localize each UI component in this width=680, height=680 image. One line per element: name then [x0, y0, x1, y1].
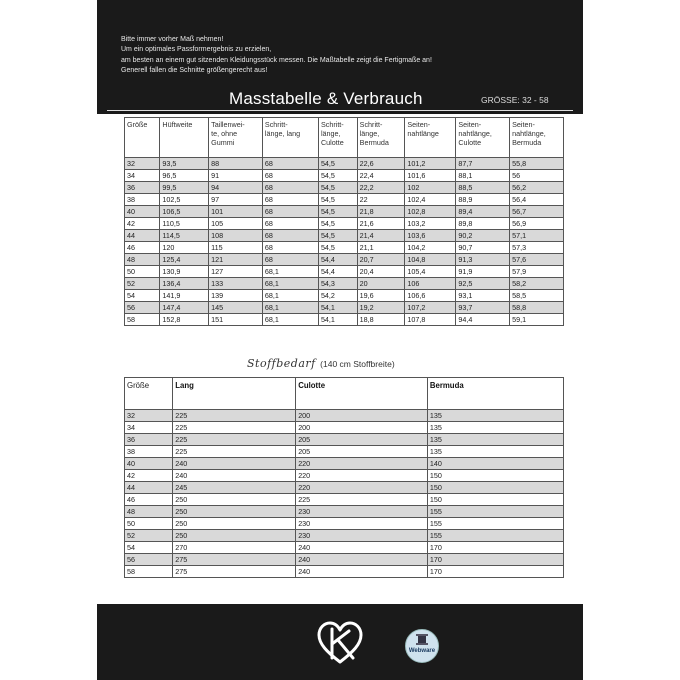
table-cell: 19,2: [357, 302, 405, 314]
table-cell: 170: [427, 542, 563, 554]
table-cell: 48: [125, 506, 173, 518]
table-cell: 68,1: [262, 278, 318, 290]
table-cell: 101,2: [405, 158, 456, 170]
table-cell: 58,8: [510, 302, 564, 314]
table-cell: 68: [262, 170, 318, 182]
table-cell: 20,4: [357, 266, 405, 278]
table-cell: 102,5: [160, 194, 209, 206]
table-row: [125, 530, 564, 542]
table-cell: 68,1: [262, 302, 318, 314]
table-row: [125, 506, 564, 518]
table-cell: 101: [209, 206, 263, 218]
table-cell: 21,1: [357, 242, 405, 254]
column-header: [456, 118, 510, 158]
table-row: [125, 230, 564, 242]
measurement-table: [124, 117, 564, 326]
table-cell: 97: [209, 194, 263, 206]
column-header-line: Seiten-: [407, 120, 431, 129]
heart-k-logo-icon: [315, 618, 365, 668]
table-cell: 56: [125, 302, 160, 314]
table-cell: 56,4: [510, 194, 564, 206]
column-header: Größe: [125, 378, 173, 410]
fabric-table-header: [125, 378, 564, 410]
table-cell: 140: [427, 458, 563, 470]
table-cell: 54,4: [318, 254, 357, 266]
table-cell: 68: [262, 254, 318, 266]
table-cell: 240: [173, 458, 296, 470]
table-cell: 230: [296, 518, 428, 530]
table-cell: 170: [427, 554, 563, 566]
table-cell: 141,9: [160, 290, 209, 302]
table-cell: 205: [296, 446, 428, 458]
column-header: [357, 118, 405, 158]
table-cell: 99,5: [160, 182, 209, 194]
table-row: [125, 242, 564, 254]
table-cell: 93,7: [456, 302, 510, 314]
table-cell: 68: [262, 242, 318, 254]
table-cell: 275: [173, 566, 296, 578]
column-header-line: nahtlänge: [407, 129, 439, 138]
table-cell: 270: [173, 542, 296, 554]
table-cell: 54: [125, 542, 173, 554]
table-cell: 32: [125, 158, 160, 170]
table-cell: 225: [173, 422, 296, 434]
table-cell: 220: [296, 470, 428, 482]
table-cell: 94,4: [456, 314, 510, 326]
note-line: Bitte immer vorher Maß nehmen!: [121, 36, 224, 43]
table-row: [125, 158, 564, 170]
column-header: [318, 118, 357, 158]
table-cell: 150: [427, 494, 563, 506]
table-cell: 54,5: [318, 242, 357, 254]
column-header-line: Culotte: [458, 138, 482, 147]
table-row: [125, 482, 564, 494]
table-row: [125, 458, 564, 470]
table-cell: 36: [125, 434, 173, 446]
table-row: [125, 218, 564, 230]
table-cell: 54,1: [318, 302, 357, 314]
table-cell: 102,4: [405, 194, 456, 206]
table-cell: 275: [173, 554, 296, 566]
table-cell: 54,1: [318, 314, 357, 326]
table-cell: 54,5: [318, 206, 357, 218]
table-cell: 103,2: [405, 218, 456, 230]
table-cell: 220: [296, 482, 428, 494]
table-cell: 54,5: [318, 230, 357, 242]
table-cell: 57,9: [510, 266, 564, 278]
table-cell: 56,9: [510, 218, 564, 230]
table-cell: 205: [296, 434, 428, 446]
table-cell: 22,4: [357, 170, 405, 182]
table-cell: 106: [405, 278, 456, 290]
table-cell: 68: [262, 194, 318, 206]
column-header-line: Seiten-: [458, 120, 482, 129]
table-cell: 114,5: [160, 230, 209, 242]
table-cell: 125,4: [160, 254, 209, 266]
table-cell: 58,5: [510, 290, 564, 302]
table-cell: 34: [125, 422, 173, 434]
table-cell: 135: [427, 434, 563, 446]
table-cell: 50: [125, 266, 160, 278]
fabric-subtitle: (140 cm Stoffbreite): [320, 359, 395, 369]
column-header-line: Seiten-: [512, 120, 535, 129]
table-cell: 52: [125, 530, 173, 542]
column-header-line: nahtlänge,: [458, 129, 492, 138]
table-cell: 46: [125, 242, 160, 254]
table-cell: 88,5: [456, 182, 510, 194]
table-row: [125, 542, 564, 554]
table-cell: 105,4: [405, 266, 456, 278]
table-row: [125, 194, 564, 206]
table-cell: 55,8: [510, 158, 564, 170]
table-cell: 230: [296, 506, 428, 518]
table-cell: 89,4: [456, 206, 510, 218]
table-cell: 200: [296, 422, 428, 434]
table-cell: 22,6: [357, 158, 405, 170]
table-cell: 46: [125, 494, 173, 506]
table-cell: 108: [209, 230, 263, 242]
table-cell: 34: [125, 170, 160, 182]
table-cell: 21,8: [357, 206, 405, 218]
table-cell: 150: [427, 482, 563, 494]
table-cell: 91,9: [456, 266, 510, 278]
table-cell: 250: [173, 506, 296, 518]
table-cell: 56: [510, 170, 564, 182]
table-cell: 87,7: [456, 158, 510, 170]
footer-band: [97, 604, 583, 680]
table-cell: 88,1: [456, 170, 510, 182]
table-cell: 89,8: [456, 218, 510, 230]
column-header: [262, 118, 318, 158]
table-cell: 68,1: [262, 314, 318, 326]
table-cell: 21,6: [357, 218, 405, 230]
column-header-line: Größe: [127, 120, 148, 129]
table-cell: 58,2: [510, 278, 564, 290]
table-cell: 68: [262, 158, 318, 170]
table-cell: 104,8: [405, 254, 456, 266]
table-row: [125, 254, 564, 266]
table-row: [125, 470, 564, 482]
fabric-table: [124, 377, 564, 578]
table-row: [125, 566, 564, 578]
table-cell: 20,7: [357, 254, 405, 266]
table-cell: 250: [173, 530, 296, 542]
table-cell: 106,6: [405, 290, 456, 302]
column-header-line: Bermuda: [359, 138, 389, 147]
column-header-line: Gummi: [211, 138, 235, 147]
table-cell: 58: [125, 314, 160, 326]
spool-icon: [406, 630, 438, 648]
table-cell: 240: [296, 554, 428, 566]
table-cell: 92,5: [456, 278, 510, 290]
table-cell: 22: [357, 194, 405, 206]
table-cell: 245: [173, 482, 296, 494]
title-divider: [107, 110, 573, 111]
table-cell: 91,3: [456, 254, 510, 266]
table-cell: 57,1: [510, 230, 564, 242]
table-cell: 42: [125, 470, 173, 482]
column-header-line: länge,: [320, 129, 341, 138]
table-cell: 150: [427, 470, 563, 482]
column-header: [125, 118, 160, 158]
table-row: [125, 554, 564, 566]
table-cell: 68,1: [262, 290, 318, 302]
column-header-line: Schritt-: [264, 120, 288, 129]
table-cell: 102: [405, 182, 456, 194]
table-cell: 135: [427, 446, 563, 458]
header-band: [97, 0, 583, 114]
table-cell: 54,5: [318, 170, 357, 182]
column-header: Culotte: [296, 378, 428, 410]
table-cell: 96,5: [160, 170, 209, 182]
table-cell: 56,7: [510, 206, 564, 218]
table-row: [125, 446, 564, 458]
note-line: am besten an einem gut sitzenden Kleidungsstück messen. Die Maßtabelle zeigt die Fertigmaße an!: [121, 56, 432, 64]
table-cell: 57,6: [510, 254, 564, 266]
table-cell: 101,6: [405, 170, 456, 182]
column-header-line: Taillenwei-: [211, 120, 245, 129]
table-cell: 250: [173, 494, 296, 506]
table-cell: 59,1: [510, 314, 564, 326]
table-cell: 54,5: [318, 158, 357, 170]
table-cell: 200: [296, 410, 428, 422]
table-cell: 40: [125, 458, 173, 470]
table-cell: 58: [125, 566, 173, 578]
table-cell: 220: [296, 458, 428, 470]
table-cell: 19,6: [357, 290, 405, 302]
page-title: Masstabelle & Verbrauch: [229, 89, 423, 108]
fabric-script-title: Stoffbedarf: [247, 357, 316, 370]
table-cell: 68: [262, 230, 318, 242]
table-row: [125, 278, 564, 290]
table-cell: 68: [262, 182, 318, 194]
column-header-line: Schritt-: [359, 120, 383, 129]
table-cell: 103,6: [405, 230, 456, 242]
table-row: [125, 422, 564, 434]
table-cell: 240: [173, 470, 296, 482]
table-cell: 40: [125, 206, 160, 218]
column-header-line: länge,: [359, 129, 380, 138]
table-cell: 52: [125, 278, 160, 290]
table-cell: 155: [427, 506, 563, 518]
table-cell: 240: [296, 566, 428, 578]
table-cell: 115: [209, 242, 263, 254]
table-cell: 54,5: [318, 218, 357, 230]
table-cell: 121: [209, 254, 263, 266]
table-cell: 225: [173, 446, 296, 458]
column-header: Lang: [173, 378, 296, 410]
table-cell: 107,2: [405, 302, 456, 314]
table-row: [125, 494, 564, 506]
webware-badge: [405, 629, 439, 663]
table-cell: 136,4: [160, 278, 209, 290]
table-cell: 88: [209, 158, 263, 170]
title-row: [97, 89, 583, 111]
table-cell: 54: [125, 290, 160, 302]
column-header: [510, 118, 564, 158]
table-cell: 54,2: [318, 290, 357, 302]
table-row: [125, 290, 564, 302]
document-page: [97, 0, 583, 680]
table-cell: 93,1: [456, 290, 510, 302]
table-cell: 22,2: [357, 182, 405, 194]
table-cell: 54,4: [318, 266, 357, 278]
table-cell: 230: [296, 530, 428, 542]
table-cell: 68: [262, 206, 318, 218]
table-cell: 145: [209, 302, 263, 314]
column-header-line: Schritt-: [320, 120, 344, 129]
note-line: Generell fallen die Schnitte größengerecht aus!: [121, 67, 268, 75]
column-header: [405, 118, 456, 158]
size-range: GRÖSSE: 32 - 58: [481, 95, 549, 105]
table-cell: 50: [125, 518, 173, 530]
table-cell: 93,5: [160, 158, 209, 170]
table-row: [125, 518, 564, 530]
table-cell: 36: [125, 182, 160, 194]
table-cell: 48: [125, 254, 160, 266]
table-cell: 104,2: [405, 242, 456, 254]
table-cell: 56,2: [510, 182, 564, 194]
table-cell: 54,3: [318, 278, 357, 290]
table-cell: 105: [209, 218, 263, 230]
table-cell: 88,9: [456, 194, 510, 206]
table-cell: 18,8: [357, 314, 405, 326]
table-cell: 225: [296, 494, 428, 506]
table-cell: 135: [427, 410, 563, 422]
column-header-line: te, ohne: [211, 129, 238, 138]
table-cell: 44: [125, 230, 160, 242]
table-cell: 32: [125, 410, 173, 422]
table-cell: 107,8: [405, 314, 456, 326]
column-header: Bermuda: [427, 378, 563, 410]
column-header-line: nahtlänge,: [512, 129, 546, 138]
table-cell: 94: [209, 182, 263, 194]
column-header-line: Culotte: [320, 138, 344, 147]
table-row: [125, 206, 564, 218]
table-row: [125, 434, 564, 446]
table-cell: 225: [173, 410, 296, 422]
table-cell: 38: [125, 194, 160, 206]
table-cell: 54,5: [318, 182, 357, 194]
table-cell: 170: [427, 566, 563, 578]
table-cell: 38: [125, 446, 173, 458]
table-row: [125, 302, 564, 314]
table-cell: 110,5: [160, 218, 209, 230]
table-cell: 68: [262, 218, 318, 230]
table-cell: 56: [125, 554, 173, 566]
table-cell: 127: [209, 266, 263, 278]
column-header-line: Bermuda: [512, 138, 542, 147]
column-header-line: länge, lang: [264, 129, 301, 138]
table-row: [125, 410, 564, 422]
table-cell: 91: [209, 170, 263, 182]
table-cell: 240: [296, 542, 428, 554]
table-cell: 42: [125, 218, 160, 230]
table-cell: 139: [209, 290, 263, 302]
table-row: [125, 182, 564, 194]
table-cell: 151: [209, 314, 263, 326]
table-cell: 250: [173, 518, 296, 530]
instructions-notes: [121, 35, 432, 77]
column-header: [160, 118, 209, 158]
table-cell: 135: [427, 422, 563, 434]
table-cell: 90,7: [456, 242, 510, 254]
table-cell: 155: [427, 530, 563, 542]
badge-label: Webware: [408, 648, 436, 654]
table-cell: 152,8: [160, 314, 209, 326]
note-line: Um ein optimales Passformergebnis zu erzielen,: [121, 46, 272, 54]
fabric-heading: [247, 354, 395, 372]
table-cell: 90,2: [456, 230, 510, 242]
table-cell: 57,3: [510, 242, 564, 254]
table-cell: 68,1: [262, 266, 318, 278]
table-cell: 44: [125, 482, 173, 494]
table-cell: 106,5: [160, 206, 209, 218]
table-cell: 155: [427, 518, 563, 530]
table-cell: 102,8: [405, 206, 456, 218]
table-cell: 21,4: [357, 230, 405, 242]
table-row: [125, 170, 564, 182]
table-cell: 20: [357, 278, 405, 290]
table-cell: 133: [209, 278, 263, 290]
column-header: [209, 118, 263, 158]
table-cell: 54,5: [318, 194, 357, 206]
table-row: [125, 314, 564, 326]
measurement-table-header: [125, 118, 564, 158]
table-cell: 130,9: [160, 266, 209, 278]
table-cell: 147,4: [160, 302, 209, 314]
table-cell: 225: [173, 434, 296, 446]
table-cell: 120: [160, 242, 209, 254]
table-row: [125, 266, 564, 278]
column-header-line: Hüftweite: [162, 120, 193, 129]
